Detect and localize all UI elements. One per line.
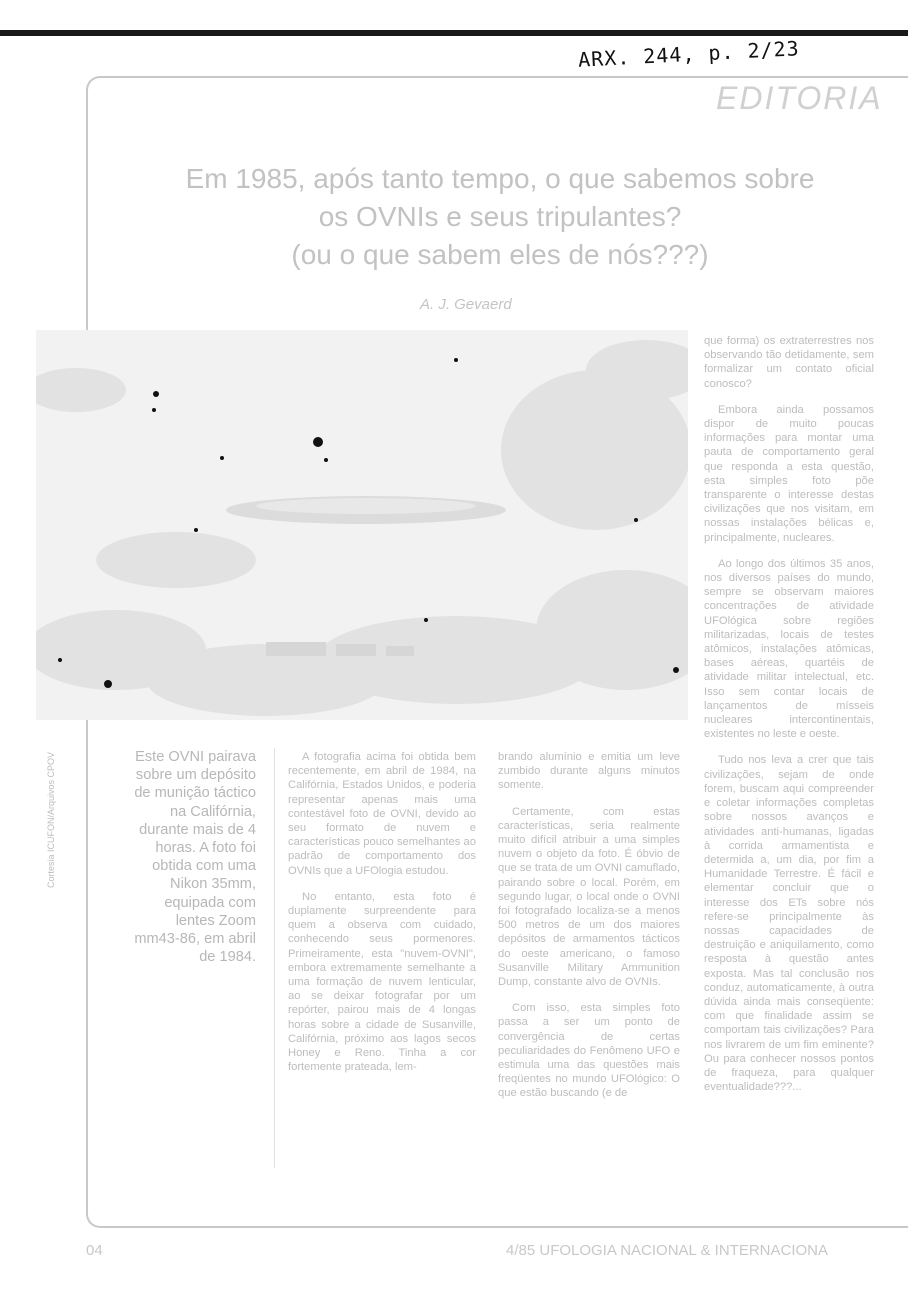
paragraph: Com isso, esta simples foto passa a ser um ponto de convergência de certas peculiaridades do Fenômeno UFO e estimula uma das questões mais freqüentes no mundo UFOlógico: O que estão buscando (e de bbox=[498, 1002, 680, 1100]
title-line-3: (ou o que sabem eles de nós???) bbox=[291, 239, 709, 270]
photo-caption: Este OVNI pairava sobre um depósito de munição táctico na Califórnia, durante mais de 4 horas. A foto foi obtida com uma Nikon 35mm, equipada com lentes Zoom mm43-86, em abril de 1984. bbox=[134, 749, 256, 966]
paragraph: Ao longo dos últimos 35 anos, nos diversos países do mundo, sempre se observam maiores concentrações de atividade UFOlógica sobre regiões militarizadas, locais de testes atômicos, instalações atômicas, bases aéreas, quartéis de atividade militar intelectual, etc. Isso sem contar locais de lançamentos de mísseis nucleares intercontinentais, existentes no leste e oeste. bbox=[704, 557, 874, 741]
title-line-1: Em 1985, após tanto tempo, o que sabemos sobre bbox=[185, 163, 815, 194]
title-line-2: os OVNIs e seus tripulantes? bbox=[318, 201, 682, 232]
text-column-2 bbox=[498, 750, 680, 1113]
paragraph: A fotografia acima foi obtida bem recentemente, em abril de 1984, na Califórnia, Estados Unidos, e poderia representar apenas mais uma contestável foto de OVNI, devido ao seu formato de nuvem e características pouco semelhantes ao padrão de comportamento dos OVNIs que a UFOlogia estudou. bbox=[288, 751, 476, 877]
paragraph: brando alumínio e emitia um leve zumbido durante alguns minutos somente. bbox=[498, 751, 680, 792]
top-scan-border bbox=[0, 30, 908, 36]
section-label: EDITORIA bbox=[716, 80, 883, 116]
photo-credit: Cortesia ICUFON/Arquivos CPOV bbox=[46, 751, 56, 888]
paragraph: Certamente, com estas características, seria realmente muito difícil atribuir a uma simples nuvem o objeto da foto. É óbvio de que se trata de um OVNI camuflado, pairando sobre o local. Porém, em segundo lugar, o local onde o OVNI foi fotografado localiza-se a menos 500 metros de um dos maiores depósitos de armamentos tácticos do oeste americano, o famoso Susanville Military Ammunition Dump, constante alvo de OVNIs. bbox=[498, 805, 680, 989]
handwritten-archive-note: ARX. 244, p. 2/23 bbox=[577, 36, 801, 72]
text-column-3 bbox=[704, 334, 874, 1106]
column-divider bbox=[274, 748, 275, 1168]
magazine-footer: 4/85 UFOLOGIA NACIONAL & INTERNACIONA bbox=[506, 1242, 829, 1259]
article-author: A. J. Gevaerd bbox=[420, 296, 512, 313]
paragraph: Tudo nos leva a crer que tais civilizações, sejam de onde forem, buscam aqui compreender e coletar informações completas sobre nossos avanços e atividades anti-humanas, ligadas à corrida armamentista e determida a, um dia, por fim a Humanidade Terrestre. É fácil e elementar concluir que o interesse dos ETs sobre nós refere-se principalmente às nossas capacidades de destruição e aniquilamento, como resposta à questão antes exposta. Mas tal conclusão nos conduz, automaticamente, à outra dúvida ainda mais conseqüente: com que finalidade assim se comportam tais civilizações? Para nos livrarem de um fim eminente? Ou para conhecer nossos pontos de fraqueza, para qualquer eventualidade???... bbox=[704, 754, 874, 1094]
ufo-photo-image bbox=[36, 330, 688, 720]
article-title bbox=[140, 160, 860, 274]
text-column-1 bbox=[288, 750, 476, 1086]
paragraph: No entanto, esta foto é duplamente surpreendente para quem a observa com cuidado, conhecendo seus pormenores. Primeiramente, esta "nuvem-OVNI", embora extremamente semelhante a uma formação de nuvem lenticular, ao se deixar fotografar por um repórter, pairou mais de 4 longas horas sobre a cidade de Susanville, Califórnia, próximo aos lagos secos Honey e Reno. Tinha a cor fortemente prateada, lem- bbox=[288, 890, 476, 1074]
paragraph: Embora ainda possamos dispor de muito poucas informações para montar uma pauta de comportamento geral que responda a esta questão, esta simples foto põe transparente o interesse destas civilizações que nos visitam, em nossas instalações bélicas e, principalmente, nucleares. bbox=[704, 403, 874, 544]
paragraph: que forma) os extraterrestres nos observando tão detidamente, sem formalizar um contato oficial conosco? bbox=[704, 335, 874, 390]
ufo-photo bbox=[36, 330, 688, 720]
page-number: 04 bbox=[86, 1242, 103, 1259]
